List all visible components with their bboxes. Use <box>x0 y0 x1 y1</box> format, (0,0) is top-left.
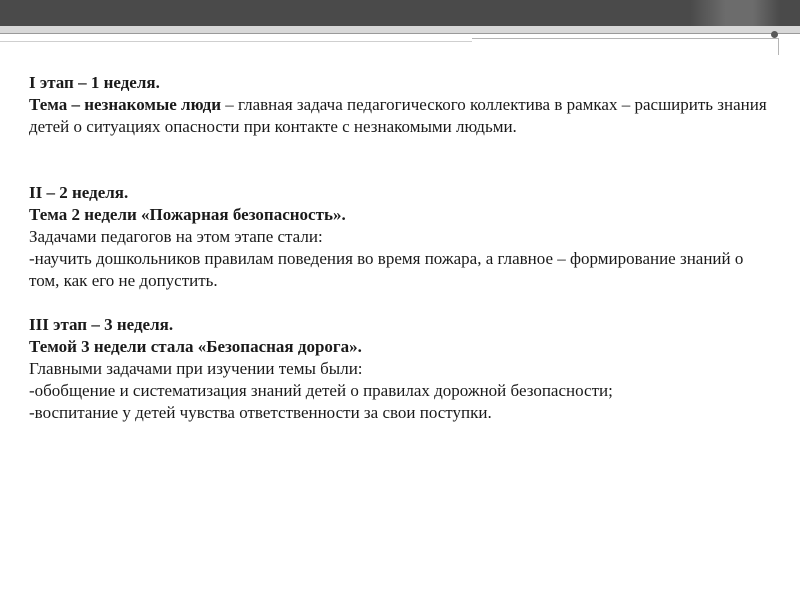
stage3-task-item: -воспитание у детей чувства ответственности за свои поступки. <box>29 403 492 422</box>
slide-body <box>29 72 769 424</box>
stage1-topic <box>29 94 769 138</box>
decorative-frame-top <box>472 38 778 39</box>
stage1-topic-text: – главная задача педагогического коллектива в рамках – расширить знания детей о ситуациях опасности при контакте с незнакомыми людьми. <box>29 95 767 136</box>
decorative-line-left <box>0 41 472 42</box>
spacer <box>29 292 769 314</box>
stage2-topic: Тема 2 недели «Пожарная безопасность». <box>29 205 346 224</box>
stage2-tasks-intro: Задачами педагогов на этом этапе стали: <box>29 227 323 246</box>
stage3-heading: III этап – 3 неделя. <box>29 315 174 334</box>
stage2-task-item: -научить дошкольников правилам поведения во время пожара, а главное – формирование знаний о том, как его не допустить. <box>29 249 744 290</box>
header-band <box>0 0 800 26</box>
stage1-topic-title: Тема – незнакомые люди <box>29 95 222 114</box>
header-stripe <box>0 26 800 33</box>
header-band-highlight <box>690 0 780 26</box>
decorative-frame-right <box>778 38 779 55</box>
stage1-heading: I этап – 1 неделя. <box>29 73 160 92</box>
stage3-topic: Темой 3 недели стала «Безопасная дорога». <box>29 337 362 356</box>
stage3-tasks-intro: Главными задачами при изучении темы были: <box>29 359 363 378</box>
stage2-heading: II – 2 неделя. <box>29 183 129 202</box>
spacer <box>29 138 769 182</box>
header-stripe-line <box>0 33 800 34</box>
decorative-dot <box>771 31 778 38</box>
stage3-task-item: -обобщение и систематизация знаний детей о правилах дорожной безопасности; <box>29 381 613 400</box>
